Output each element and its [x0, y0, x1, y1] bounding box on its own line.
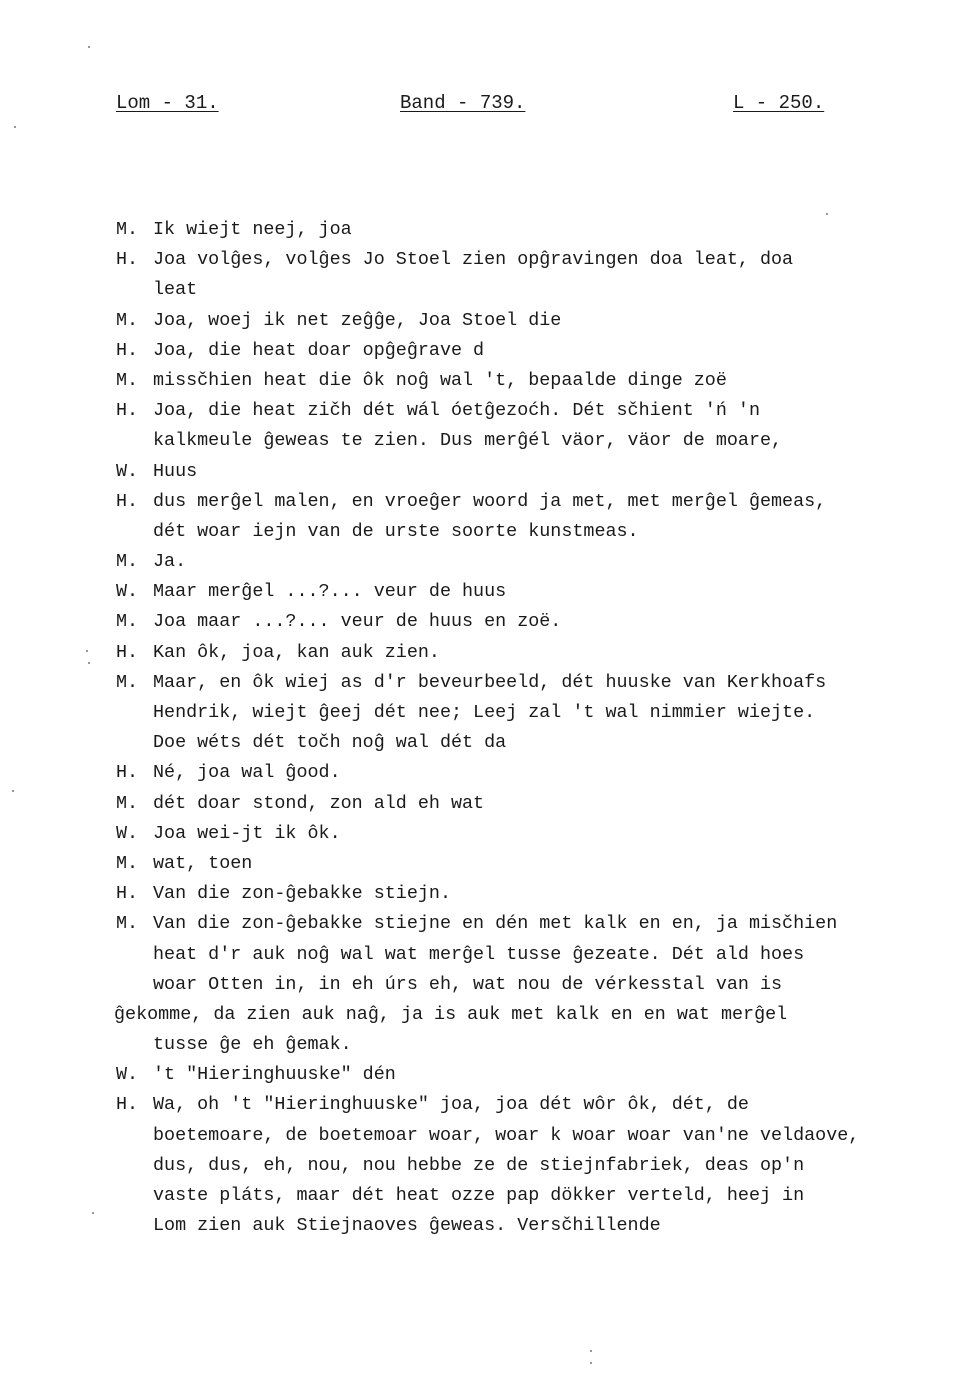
transcript-line — [116, 487, 956, 517]
speaker-label: M. — [116, 219, 139, 240]
speaker-label: M. — [116, 369, 139, 391]
transcript-continuation: vaste pláts, maar dét heat ozze pap dökker verteld, heej in — [153, 1185, 805, 1206]
transcript-line — [116, 819, 956, 849]
transcript-line — [116, 879, 956, 909]
speaker-label: M. — [116, 852, 139, 874]
paper-speck — [14, 126, 16, 128]
paper-speck — [86, 650, 88, 652]
speaker-label: M. — [116, 792, 139, 814]
transcript-continuation: kalkmeule ĝeweas te zien. Dus merĝél väor, väor de moare, — [153, 430, 783, 452]
transcript-line — [116, 607, 956, 637]
speaker-label: W. — [116, 581, 139, 603]
transcript-line: ĝekomme, da zien auk naĝ, ja is auk met kalk en en wat merĝel — [114, 1003, 788, 1025]
speaker-label: H. — [116, 339, 139, 361]
transcript-line — [116, 758, 956, 788]
transcript-continuation: heat d'r auk noĝ wal wat merĝel tusse ĝezeate. Dét ald hoes — [153, 943, 805, 965]
paper-speck — [92, 1212, 94, 1214]
paper-speck — [590, 1350, 592, 1352]
utterance-text: Maar merĝel ...?... veur de huus — [153, 581, 507, 603]
transcript-line — [116, 306, 956, 336]
transcript-continuation: dus, dus, eh, nou, nou hebbe ze de stiejnfabriek, deas op'n — [153, 1154, 805, 1176]
transcript-continuation: leat — [153, 279, 198, 301]
transcript-line — [116, 245, 956, 275]
utterance-text: Ja. — [153, 551, 187, 573]
speaker-label: H. — [116, 1094, 139, 1116]
speaker-label: M. — [116, 671, 139, 693]
speaker-label: M. — [116, 913, 139, 935]
speaker-label: W. — [116, 822, 139, 844]
header-page-number: L - 250. — [733, 92, 825, 114]
transcript-continuation: woar Otten in, in eh úrs eh, wat nou de vérkesstal van is — [153, 973, 783, 995]
transcript-continuation: tusse ĝe eh ĝemak. — [153, 1034, 352, 1056]
transcript-line — [116, 215, 956, 245]
transcript-line — [116, 638, 956, 668]
utterance-text: Ik wiejt neej, joa — [153, 219, 352, 240]
utterance-text: Van die zon-ĝebakke stiejn. — [153, 883, 451, 905]
paper-speck — [12, 790, 14, 792]
transcript-line — [116, 547, 956, 577]
transcript-line — [116, 789, 956, 819]
speaker-label: H. — [116, 490, 139, 512]
transcript-continuation: Doe wéts dét točh noĝ wal dét da — [153, 732, 507, 754]
speaker-label: M. — [116, 611, 139, 633]
paper-speck — [826, 213, 828, 215]
header-archive-number: Lom - 31. — [116, 92, 219, 114]
utterance-text: Kan ôk, joa, kan auk zien. — [153, 641, 440, 663]
speaker-label: W. — [116, 460, 139, 482]
paper-speck — [590, 1362, 592, 1364]
transcript-continuation: Lom zien auk Stiejnaoves ĝeweas. Versčhillende — [153, 1215, 661, 1237]
speaker-label: H. — [116, 641, 139, 663]
paper-speck — [88, 662, 90, 664]
speaker-label: H. — [116, 400, 139, 422]
transcript-continuation: Hendrik, wiejt ĝeej dét nee; Leej zal 't wal nimmier wiejte. — [153, 702, 816, 723]
utterance-text: Joa volĝes, volĝes Jo Stoel zien opĝravingen doa leat, doa — [153, 249, 794, 271]
transcript-continuation: dét woar iejn van de urste soorte kunstmeas. — [153, 520, 639, 542]
transcript-line — [116, 577, 956, 607]
transcript-line — [116, 1090, 956, 1120]
utterance-text: Joa, die heat zičh dét wál óetĝezoćh. Dét sčhient 'ń 'n — [153, 400, 760, 422]
utterance-text: Né, joa wal ĝood. — [153, 762, 341, 784]
utterance-text: Joa, die heat doar opĝeĝrave d — [153, 339, 485, 361]
transcript-line — [116, 336, 956, 366]
utterance-text: missčhien heat die ôk noĝ wal 't, bepaalde dinge zoë — [153, 369, 727, 391]
transcript-line — [116, 1060, 956, 1090]
utterance-text: Joa maar ...?... veur de huus en zoë. — [153, 611, 562, 633]
speaker-label: H. — [116, 249, 139, 271]
transcript-continuation: boetemoare, de boetemoar woar, woar k woar woar van'ne veldaove, — [153, 1124, 860, 1146]
transcript-line — [116, 396, 956, 426]
utterance-text: 't "Hieringhuuske" dén — [153, 1064, 396, 1086]
speaker-label: H. — [116, 883, 139, 905]
speaker-label: H. — [116, 762, 139, 784]
transcript-line — [116, 909, 956, 939]
speaker-label: W. — [116, 1064, 139, 1086]
utterance-text: Huus — [153, 460, 198, 482]
transcript-line — [116, 849, 956, 879]
utterance-text: dét doar stond, zon ald eh wat — [153, 792, 485, 814]
header-tape-number: Band - 739. — [400, 92, 526, 114]
utterance-text: Joa wei-jt ik ôk. — [153, 822, 341, 844]
transcript-line — [116, 668, 956, 698]
utterance-text: wat, toen — [153, 852, 253, 874]
speaker-label: M. — [116, 309, 139, 331]
utterance-text: Maar, en ôk wiej as d'r beveurbeeld, dét huuske van Kerkhoafs — [153, 671, 827, 693]
transcript-line — [116, 457, 956, 487]
transcript-body — [116, 215, 956, 1241]
speaker-label: M. — [116, 551, 139, 573]
transcript-line — [116, 366, 956, 396]
utterance-text: Joa, woej ik net zeĝĝe, Joa Stoel die — [153, 309, 562, 331]
utterance-text: Wa, oh 't "Hieringhuuske" joa, joa dét wôr ôk, dét, de — [153, 1094, 749, 1116]
utterance-text: Van die zon-ĝebakke stiejne en dén met kalk en en, ja misčhien — [153, 913, 838, 935]
utterance-text: dus merĝel malen, en vroeĝer woord ja met, met merĝel ĝemeas, — [153, 490, 827, 512]
paper-speck — [88, 46, 90, 48]
